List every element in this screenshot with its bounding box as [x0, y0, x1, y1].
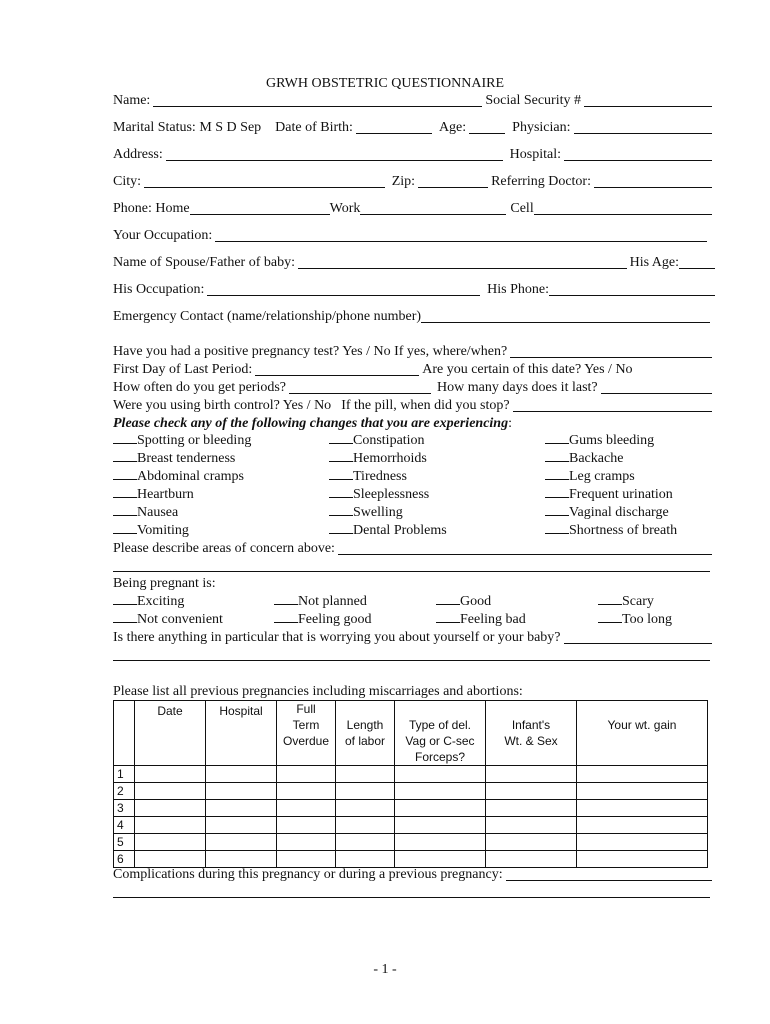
symptom-checkbox[interactable]: [329, 532, 353, 534]
periods-line: [113, 380, 715, 396]
table-header-row: [114, 701, 708, 766]
table-cell[interactable]: [277, 817, 336, 834]
table-cell[interactable]: [135, 800, 206, 817]
his-age-label: His Age:: [629, 255, 679, 270]
symptom-item: [329, 469, 407, 485]
symptom-item: [113, 487, 194, 503]
emergency-label: Emergency Contact (name/relationship/phone number): [113, 309, 422, 324]
feeling-label: Feeling bad: [460, 612, 526, 627]
symptom-checkbox[interactable]: [329, 514, 353, 516]
symptom-item: [113, 451, 235, 467]
table-cell[interactable]: [277, 851, 336, 868]
worry-field-2[interactable]: [113, 660, 710, 661]
header-labor: Length of labor: [344, 718, 386, 748]
feeling-item: [436, 594, 491, 610]
symptom-label: Abdominal cramps: [137, 469, 244, 484]
table-cell[interactable]: [206, 766, 277, 783]
table-header-infant: [486, 701, 577, 766]
feeling-label: Good: [460, 594, 492, 609]
table-row: [114, 766, 708, 783]
table-cell[interactable]: [135, 834, 206, 851]
table-cell[interactable]: [395, 851, 486, 868]
row-number: 6: [114, 851, 135, 868]
zip-field[interactable]: [418, 186, 488, 188]
preg-test-field[interactable]: [510, 356, 712, 358]
lmp-field[interactable]: [255, 374, 419, 376]
feeling-item: [113, 612, 223, 628]
symptom-label: Dental Problems: [353, 523, 447, 538]
symptom-checkbox[interactable]: [545, 442, 569, 444]
table-row: [114, 834, 708, 851]
symptom-checkbox[interactable]: [113, 478, 137, 480]
table-cell[interactable]: [577, 783, 708, 800]
table-cell[interactable]: [135, 766, 206, 783]
table-cell[interactable]: [486, 766, 577, 783]
header-term: Full Term Overdue: [282, 702, 330, 748]
physician-field[interactable]: [574, 132, 713, 134]
being-pregnant-line: [113, 576, 715, 592]
referring-label: Referring Doctor:: [491, 174, 591, 189]
table-cell[interactable]: [395, 800, 486, 817]
table-cell[interactable]: [206, 834, 277, 851]
zip-label: Zip:: [391, 174, 416, 189]
city-line: [113, 174, 715, 190]
complications-field-2[interactable]: [113, 897, 710, 898]
being-pregnant-label: Being pregnant is:: [113, 576, 216, 591]
spouse-line: [113, 255, 715, 271]
table-cell[interactable]: [486, 851, 577, 868]
his-occupation-label: His Occupation:: [113, 282, 205, 297]
birth-control-label: Were you using birth control? Yes / No: [113, 398, 332, 413]
symptom-label: Sleeplessness: [353, 487, 430, 502]
cell-field[interactable]: [534, 213, 712, 215]
table-cell[interactable]: [577, 834, 708, 851]
symptom-item: [113, 523, 189, 539]
address-line: [113, 147, 715, 163]
his-occupation-field[interactable]: [207, 294, 480, 296]
his-phone-label: His Phone:: [487, 282, 549, 297]
table-cell[interactable]: [336, 817, 395, 834]
table-header-labor: [336, 701, 395, 766]
table-cell[interactable]: [135, 783, 206, 800]
table-cell[interactable]: [486, 800, 577, 817]
days-field[interactable]: [601, 392, 712, 394]
feeling-item: [598, 612, 672, 628]
table-row: [114, 817, 708, 834]
age-label: Age:: [438, 120, 467, 135]
lmp-line: [113, 362, 715, 378]
symptom-item: [545, 505, 669, 521]
table-header-term: [277, 701, 336, 766]
hospital-label: Hospital:: [509, 147, 561, 162]
table-cell[interactable]: [577, 817, 708, 834]
symptom-checkbox[interactable]: [545, 514, 569, 516]
symptom-label: Shortness of breath: [569, 523, 678, 538]
symptom-item: [329, 523, 447, 539]
city-field[interactable]: [144, 186, 385, 188]
table-cell[interactable]: [277, 766, 336, 783]
symptom-checkbox[interactable]: [329, 478, 353, 480]
symptom-label: Tiredness: [353, 469, 407, 484]
address-label: Address:: [113, 147, 163, 162]
symptom-item: [113, 469, 244, 485]
table-cell[interactable]: [486, 783, 577, 800]
table-header-hospital: [206, 701, 277, 766]
complications-label: Complications during this pregnancy or during a previous pregnancy:: [113, 867, 503, 882]
symptom-checkbox[interactable]: [113, 496, 137, 498]
complications-line: [113, 867, 715, 883]
table-cell[interactable]: [577, 766, 708, 783]
dob-field[interactable]: [356, 132, 432, 134]
table-cell[interactable]: [206, 800, 277, 817]
phone-home-label: Phone: Home: [113, 201, 190, 216]
occupation-line: [113, 228, 715, 244]
preg-test-line: [113, 344, 715, 360]
table-cell[interactable]: [336, 800, 395, 817]
pill-field[interactable]: [513, 410, 712, 412]
phone-line: [113, 201, 715, 217]
feeling-item: [436, 612, 526, 628]
table-header-delivery: [395, 701, 486, 766]
emergency-line: [113, 309, 715, 325]
feeling-label: Not convenient: [137, 612, 223, 627]
table-row: [114, 783, 708, 800]
feeling-checkbox[interactable]: [436, 621, 460, 623]
symptom-label: Backache: [569, 451, 624, 466]
row-number: 2: [114, 783, 135, 800]
check-heading: Please check any of the following changes that you are experiencing: [113, 416, 509, 431]
check-heading-line: [113, 416, 715, 432]
prev-preg-label: Please list all previous pregnancies including miscarriages and abortions:: [113, 684, 523, 699]
periods-field[interactable]: [289, 392, 431, 394]
feeling-label: Feeling good: [298, 612, 372, 627]
work-field[interactable]: [360, 213, 506, 215]
feeling-checkbox[interactable]: [274, 603, 298, 605]
table-cell[interactable]: [395, 817, 486, 834]
symptom-item: [113, 505, 178, 521]
symptom-item: [329, 433, 425, 449]
symptom-label: Constipation: [353, 433, 425, 448]
worry-line: [113, 630, 715, 646]
feeling-label: Exciting: [137, 594, 185, 609]
feeling-item: [274, 612, 372, 628]
symptom-label: Vaginal discharge: [569, 505, 669, 520]
occupation-field[interactable]: [215, 240, 707, 242]
symptom-checkbox[interactable]: [329, 496, 353, 498]
cell-label: Cell: [510, 201, 534, 216]
work-label: Work: [329, 201, 361, 216]
symptom-item: [113, 433, 251, 449]
his-occupation-line: [113, 282, 715, 298]
table-cell[interactable]: [395, 834, 486, 851]
symptom-label: Vomiting: [137, 523, 189, 538]
header-hospital: Hospital: [219, 704, 263, 718]
symptom-checkbox[interactable]: [545, 496, 569, 498]
symptom-checkbox[interactable]: [545, 478, 569, 480]
table-row: [114, 800, 708, 817]
periods-label: How often do you get periods?: [113, 380, 287, 395]
symptom-item: [545, 487, 673, 503]
symptom-label: Heartburn: [137, 487, 194, 502]
hospital-field[interactable]: [564, 159, 712, 161]
feeling-checkbox[interactable]: [113, 621, 137, 623]
table-cell[interactable]: [135, 817, 206, 834]
table-header-weight: [577, 701, 708, 766]
concern-line: [113, 541, 715, 557]
physician-label: Physician:: [512, 120, 571, 135]
table-cell[interactable]: [336, 851, 395, 868]
symptom-checkbox[interactable]: [545, 460, 569, 462]
symptom-item: [545, 523, 677, 539]
emergency-field[interactable]: [421, 321, 710, 323]
symptom-item: [329, 505, 403, 521]
symptom-checkbox[interactable]: [113, 532, 137, 534]
pregnancy-rows: [114, 766, 708, 868]
form-title: GRWH OBSTETRIC QUESTIONNAIRE: [266, 76, 504, 91]
name-field[interactable]: [153, 105, 482, 107]
address-field[interactable]: [166, 159, 503, 161]
table-cell[interactable]: [577, 851, 708, 868]
row-number: 5: [114, 834, 135, 851]
table-cell[interactable]: [486, 817, 577, 834]
pregnancy-table: [113, 700, 708, 868]
table-row: [114, 851, 708, 868]
table-cell[interactable]: [206, 851, 277, 868]
pill-label: If the pill, when did you stop?: [341, 398, 510, 413]
table-cell[interactable]: [277, 834, 336, 851]
name-line: [113, 93, 715, 109]
symptom-label: Hemorrhoids: [353, 451, 427, 466]
age-field[interactable]: [469, 132, 505, 134]
symptom-item: [329, 487, 429, 503]
header-delivery: Type of del. Vag or C-sec Forceps?: [405, 718, 475, 764]
header-weight: Your wt. gain: [607, 718, 677, 732]
table-cell[interactable]: [336, 766, 395, 783]
symptom-item: [545, 451, 623, 467]
marital-label: Marital Status: M S D Sep: [113, 120, 262, 135]
symptom-label: Nausea: [137, 505, 179, 520]
referring-field[interactable]: [594, 186, 712, 188]
lmp-label: First Day of Last Period:: [113, 362, 253, 377]
birth-control-line: [113, 398, 715, 414]
feeling-item: [274, 594, 367, 610]
table-header-num: [114, 701, 135, 766]
phone-home-field[interactable]: [190, 213, 330, 215]
table-cell[interactable]: [277, 800, 336, 817]
symptom-label: Leg cramps: [569, 469, 635, 484]
spouse-label: Name of Spouse/Father of baby:: [113, 255, 295, 270]
symptom-label: Breast tenderness: [137, 451, 236, 466]
row-number: 4: [114, 817, 135, 834]
symptom-item: [545, 469, 635, 485]
symptom-checkbox[interactable]: [329, 442, 353, 444]
worry-label: Is there anything in particular that is worrying you about yourself or your baby?: [113, 630, 561, 645]
row-number: 3: [114, 800, 135, 817]
city-label: City:: [113, 174, 142, 189]
feeling-checkbox[interactable]: [436, 603, 460, 605]
symptom-item: [545, 433, 654, 449]
feeling-checkbox[interactable]: [598, 603, 622, 605]
symptom-label: Frequent urination: [569, 487, 673, 502]
ssn-label: Social Security #: [485, 93, 581, 108]
marital-line: [113, 120, 715, 136]
table-header-date: [135, 701, 206, 766]
worry-field[interactable]: [564, 642, 713, 644]
table-cell[interactable]: [395, 766, 486, 783]
symptom-item: [329, 451, 427, 467]
feeling-checkbox[interactable]: [598, 621, 622, 623]
spouse-field[interactable]: [298, 267, 627, 269]
feeling-checkbox[interactable]: [113, 603, 137, 605]
header-infant: Infant's Wt. & Sex: [504, 718, 558, 748]
page-number: - 1 -: [373, 962, 397, 977]
symptom-checkbox[interactable]: [113, 514, 137, 516]
feeling-label: Scary: [622, 594, 654, 609]
table-cell[interactable]: [577, 800, 708, 817]
name-label: Name:: [113, 93, 151, 108]
symptom-label: Gums bleeding: [569, 433, 655, 448]
symptom-checkbox[interactable]: [545, 532, 569, 534]
prev-preg-line: [113, 684, 715, 700]
table-cell[interactable]: [135, 851, 206, 868]
complications-field[interactable]: [506, 879, 712, 881]
check-heading-colon: :: [508, 416, 512, 431]
certain-label: Are you certain of this date? Yes / No: [422, 362, 633, 377]
concern-field[interactable]: [338, 553, 712, 555]
feeling-label: Too long: [622, 612, 672, 627]
symptom-checkbox[interactable]: [113, 442, 137, 444]
his-age-field[interactable]: [679, 267, 715, 269]
table-cell[interactable]: [395, 783, 486, 800]
table-cell[interactable]: [336, 834, 395, 851]
symptom-label: Swelling: [353, 505, 403, 520]
table-cell[interactable]: [206, 783, 277, 800]
table-cell[interactable]: [336, 783, 395, 800]
table-cell[interactable]: [277, 783, 336, 800]
ssn-field[interactable]: [584, 105, 712, 107]
concern-field-2[interactable]: [113, 571, 710, 572]
table-cell[interactable]: [206, 817, 277, 834]
symptom-label: Spotting or bleeding: [137, 433, 252, 448]
row-number: 1: [114, 766, 135, 783]
symptom-checkbox[interactable]: [113, 460, 137, 462]
days-label: How many days does it last?: [437, 380, 598, 395]
table-cell[interactable]: [486, 834, 577, 851]
symptom-checkbox[interactable]: [329, 460, 353, 462]
occupation-label: Your Occupation:: [113, 228, 213, 243]
header-date: Date: [157, 704, 183, 718]
dob-label: Date of Birth:: [275, 120, 353, 135]
concern-label: Please describe areas of concern above:: [113, 541, 335, 556]
preg-test-label: Have you had a positive pregnancy test? Yes / No If yes, where/when?: [113, 344, 508, 359]
feeling-label: Not planned: [298, 594, 367, 609]
his-phone-field[interactable]: [549, 294, 715, 296]
feeling-item: [113, 594, 184, 610]
feeling-item: [598, 594, 654, 610]
feeling-checkbox[interactable]: [274, 621, 298, 623]
